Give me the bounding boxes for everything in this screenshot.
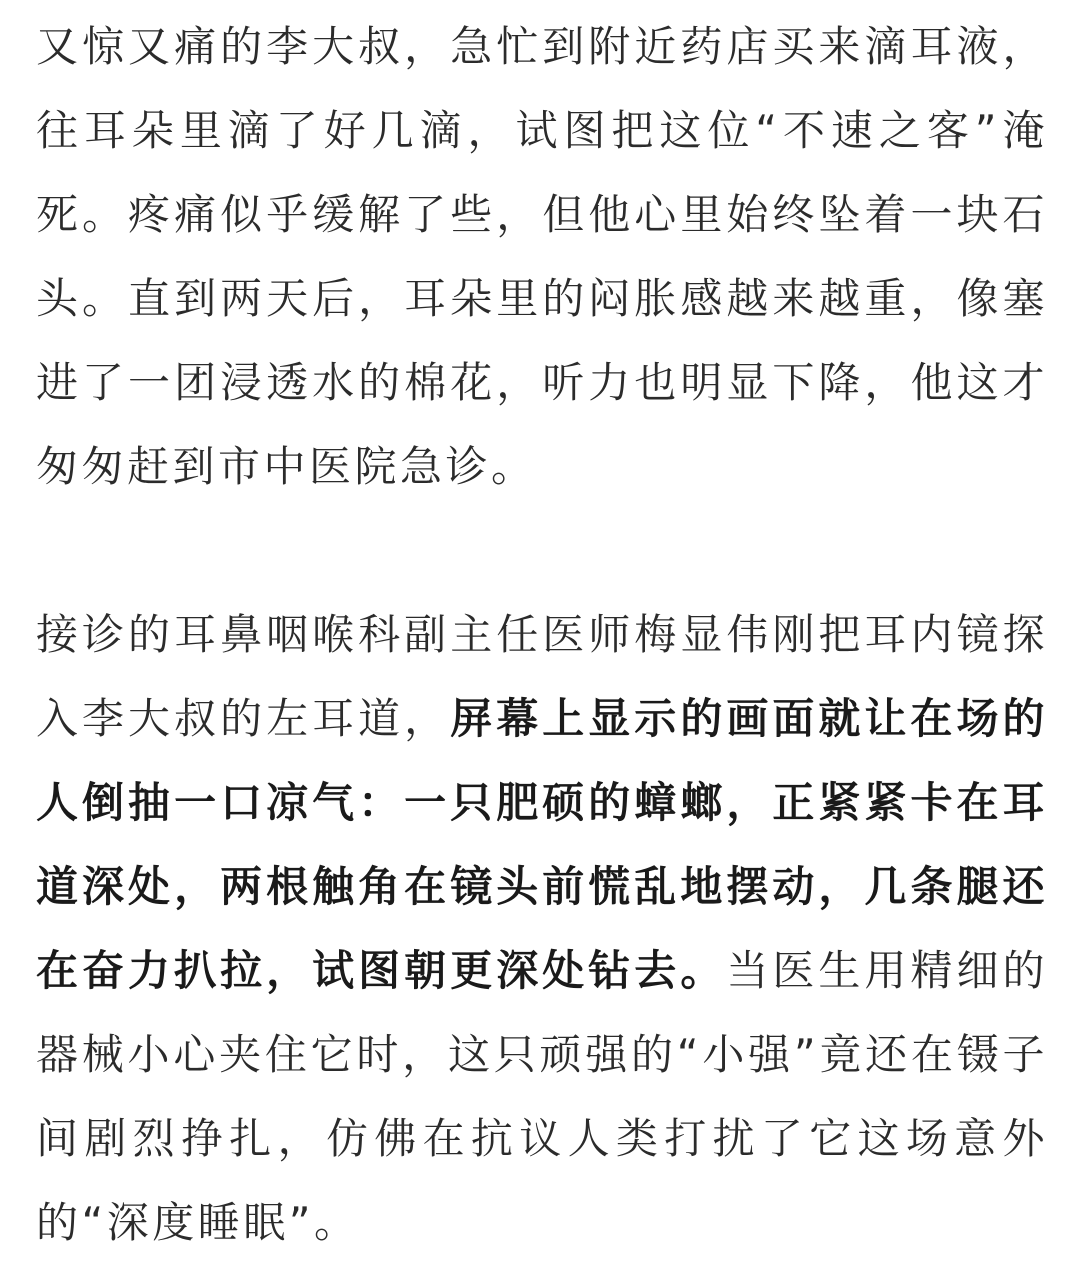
paragraph-1 [36,0,1048,509]
paragraph-2-text-outro: 当医生用精细的器械小心夹住它时，这只顽强的“小强”竟还在镊子间剧烈挣扎，仿佛在抗议人类打扰了它这场意外的“深度睡眠”。 [36,946,1048,1247]
paragraph-2-text-intro: 接诊的耳鼻咽喉科副主任医师梅显伟刚把耳内镜探入李大叔的左耳道， [36,610,1048,743]
paragraph-2 [36,593,1048,1265]
paragraph-1-text: 又惊又痛的李大叔，急忙到附近药店买来滴耳液，往耳朵里滴了好几滴，试图把这位“不速之客”淹死。疼痛似乎缓解了些，但他心里始终坠着一块石头。直到两天后，耳朵里的闷胀感越来越重，像塞进了一团浸透水的棉花，听力也明显下降，他这才匆匆赶到市中医院急诊。 [36,22,1048,491]
article-body [36,0,1048,1265]
paragraph-2-text-bold: 屏幕上显示的画面就让在场的人倒抽一口凉气：一只肥硕的蟑螂，正紧紧卡在耳道深处，两根触角在镜头前慌乱地摆动，几条腿还在奋力扒拉，试图朝更深处钻去。 [36,694,1048,995]
